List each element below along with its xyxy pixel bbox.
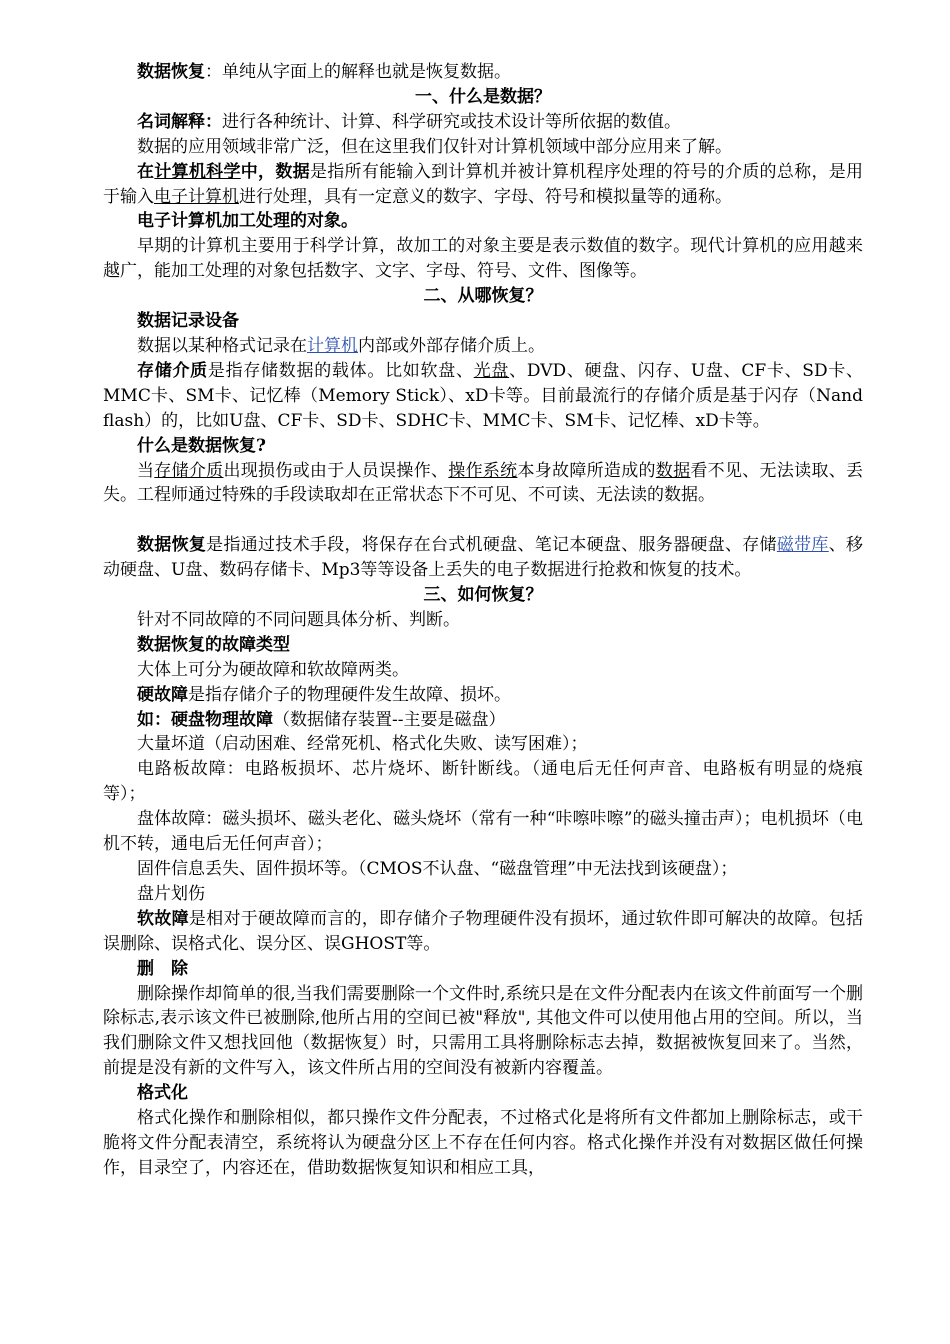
subheading-format: 格式化	[137, 1083, 188, 1104]
paragraph-bad-sectors: 大量坏道（启动困难、经常死机、格式化失败、读写困难）；	[137, 734, 588, 755]
paragraph-recording	[103, 334, 863, 359]
paragraph-physical-fault	[103, 708, 863, 733]
paragraph-text: 是指所有能输入到计算机并被计算机程序处理的符号的介质的总称，是用于输入	[103, 161, 864, 207]
heading-where-recover: 二、从哪恢复？	[423, 286, 543, 307]
link-computer-science[interactable]: 计算机科学	[154, 161, 241, 182]
link-electronic-computer[interactable]: 电子计算机	[154, 186, 239, 207]
paragraph-text: 进行各种统计、计算、科学研究或技术设计等所依据的数值。	[222, 111, 681, 132]
paragraph-definition	[103, 110, 863, 135]
paragraph-text: （数据储存装置--主要是磁盘）	[273, 709, 506, 730]
paragraph-text: 、移动硬盘、U盘、数码存储卡、Mp3等等设备上丢失的电子数据进行抢救和恢复的技术。	[103, 535, 864, 581]
paragraph-early-computers: 早期的计算机主要用于科学计算，故加工的对象主要是表示数值的数字。现代计算机的应用越来越广，能加工处理的对象包括数字、文字、字母、符号、文件、图像等。	[103, 236, 863, 282]
paragraph-intro	[103, 60, 863, 85]
paragraph-text: 是指存储数据的载体。比如软盘、	[207, 360, 474, 381]
heading-how-recover: 三、如何恢复？	[423, 585, 543, 606]
paragraph-text: 内部或外部存储介质上。	[358, 335, 545, 356]
paragraph-text: 是相对于硬故障而言的，即存储介子物理硬件没有损坏，通过软件即可解决的故障。包括误删除、误格式化、误分区、误GHOST等。	[103, 908, 864, 954]
paragraph-text: 看不见、无法读取、丢失。工程师通过特殊的手段读取却在正常状态下不可见、不可读、无法读的数据。	[103, 460, 864, 506]
link-tape-library[interactable]: 磁带库	[776, 535, 829, 556]
paragraph-disk-body: 盘体故障：磁头损坏、磁头老化、磁头烧坏（常有一种“咔嚓咔嚓”的磁头撞击声）；电机损坏（电机不转，通电后无任何声音）；	[103, 809, 863, 855]
paragraph-text: 本身故障所造成的	[517, 460, 656, 481]
paragraph-text: 数据以某种格式记录在	[137, 335, 307, 356]
paragraph-text: 当	[137, 460, 155, 481]
link-optical-disc[interactable]: 光盘	[473, 360, 510, 381]
term-data: 数据	[275, 161, 310, 182]
bold-text: 在	[137, 161, 155, 182]
paragraph-text: 出现损伤或由于人员误操作、	[223, 460, 449, 481]
term-physical-fault: 如：硬盘物理故障	[137, 709, 273, 730]
paragraph-text: 、DVD、硬盘、闪存、U盘、CF卡、SD卡、MMC卡、SM卡、记忆棒（Memory Stick）、xD卡等。目前最流行的存储介质是基于闪存（Nand flash）的，比如U盘、CF卡、SD卡、SDHC卡、MMC卡、SM卡、记忆棒、xD卡等。	[103, 360, 864, 431]
subheading-fault-types: 数据恢复的故障类型	[137, 634, 290, 655]
bold-text: 中，	[240, 161, 276, 182]
term-hard-fault: 硬故障	[137, 684, 188, 705]
term-data-recovery: 数据恢复	[137, 62, 205, 82]
subheading-recording-device: 数据记录设备	[137, 311, 239, 332]
term-definition: 名词解释：	[137, 111, 222, 132]
link-data[interactable]: 数据	[655, 460, 691, 481]
paragraph-text: 是指通过技术手段，将保存在台式机硬盘、笔记本硬盘、服务器硬盘、存储	[206, 535, 777, 556]
paragraph-analysis: 针对不同故障的不同问题具体分析、判断。	[137, 609, 460, 630]
term-soft-fault: 软故障	[137, 908, 189, 929]
paragraph-circuit-board: 电路板故障：电路板损坏、芯片烧坏、断针断线。（通电后无任何声音、电路板有明显的烧痕等）；	[103, 759, 863, 805]
link-operating-system[interactable]: 操作系统	[448, 460, 518, 481]
link-computer[interactable]: 计算机	[307, 335, 358, 356]
paragraph-recovery-definition	[103, 533, 863, 583]
blank-line	[103, 508, 863, 533]
paragraph-soft-fault	[103, 907, 863, 957]
paragraph-application: 数据的应用领域非常广泛，但在这里我们仅针对计算机领域中部分应用来了解。	[137, 136, 732, 157]
paragraph-computer-science	[103, 160, 863, 210]
term-data-recovery: 数据恢复	[137, 535, 207, 556]
paragraph-text: ：单纯从字面上的解释也就是恢复数据。	[205, 62, 511, 82]
document-body	[103, 60, 863, 1181]
paragraph-text: 进行处理，具有一定意义的数字、字母、符号和模拟量等的通称。	[239, 186, 732, 207]
paragraph-text: 是指存储介子的物理硬件发生故障、损坏。	[188, 684, 511, 705]
link-storage-media[interactable]: 存储介质	[154, 460, 224, 481]
subheading-delete: 删 除	[137, 958, 188, 979]
paragraph-recovery-cause	[103, 459, 863, 509]
subheading-processing-object: 电子计算机加工处理的对象。	[137, 211, 358, 232]
paragraph-platter-scratch: 盘片划伤	[137, 883, 205, 904]
paragraph-firmware: 固件信息丢失、固件损坏等。（CMOS不认盘、“磁盘管理”中无法找到该硬盘）；	[137, 858, 738, 879]
paragraph-format: 格式化操作和删除相似，都只操作文件分配表，不过格式化是将所有文件都加上删除标志，或干脆将文件分配表清空，系统将认为硬盘分区上不存在任何内容。格式化操作并没有对数据区做任何操作，目录空了，内容还在，借助数据恢复知识和相应工具，	[103, 1108, 863, 1178]
paragraph-two-types: 大体上可分为硬故障和软故障两类。	[137, 659, 409, 680]
subheading-what-is-recovery: 什么是数据恢复?	[137, 435, 266, 456]
paragraph-hard-fault	[103, 683, 863, 708]
heading-what-is-data: 一、什么是数据？	[415, 86, 551, 107]
term-storage-media: 存储介质	[137, 360, 208, 381]
paragraph-storage-media	[103, 359, 863, 434]
paragraph-delete: 删除操作却简单的很,当我们需要删除一个文件时,系统只是在文件分配表内在该文件前面写一个删除标志,表示该文件已被删除,他所占用的空间已被"释放", 其他文件可以使用他占用的空间。所以，当我们删除文件又想找回他（数据恢复）时，只需用工具将删除标志去掉，数据被恢复回来了。当然，前提是没有新的文件写入，该文件所占用的空间没有被新内容覆盖。	[103, 983, 863, 1079]
